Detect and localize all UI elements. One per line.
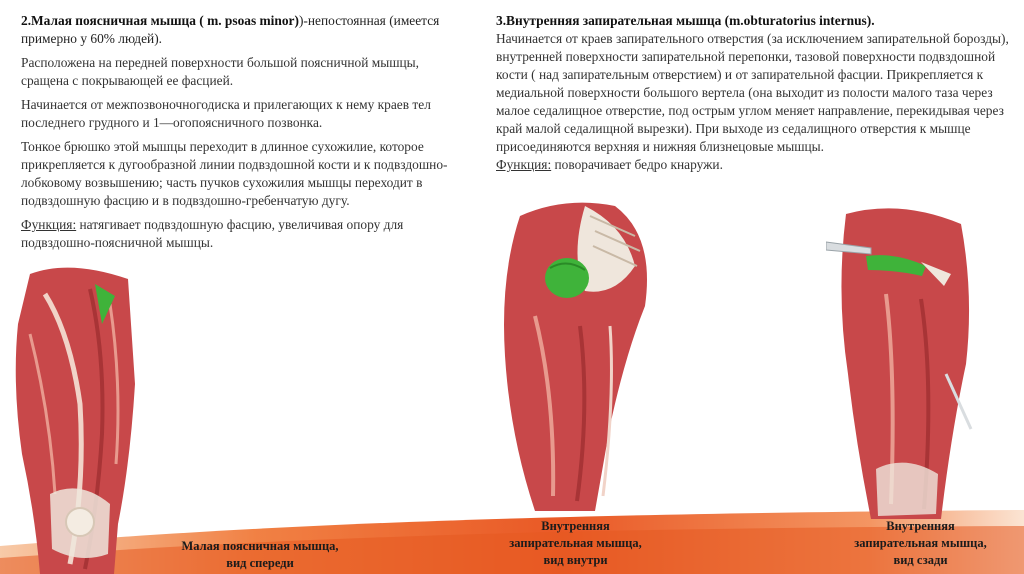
left-title-rest: )-непостоянная (имеется примерно у 60% людей).	[21, 13, 440, 46]
right-function-label: Функция:	[496, 157, 552, 172]
caption-anterior-view	[150, 538, 370, 572]
right-text-column	[496, 12, 1011, 174]
caption-internal-view	[478, 518, 673, 569]
left-paragraph-3: Тонкое брюшко этой мышцы переходит в длинное сухожилие, которое прикрепляется к дугообразной линии подвздошной кости и к подвздошно-лобковому возвышению; часть пучков сухожилия мышцы переходит в подвздошную фасцию и в подвздошно-гребенчатую дугу.	[21, 139, 448, 208]
left-function-label: Функция:	[21, 217, 77, 232]
right-function-text: поворачивает бедро кнаружи.	[551, 157, 723, 172]
left-title: 2.Малая поясничная мышца ( m. psoas minor))-непостоянная (имеется примерно у 60% людей).	[21, 13, 440, 46]
caption-2-line-2: запирательная мышца,	[509, 536, 642, 550]
right-title	[496, 12, 1011, 30]
caption-1-line-1: Малая поясничная мышца,	[181, 539, 339, 553]
right-body: Начинается от краев запирательного отверстия (за исключением запирательной борозды), внутренней поверхности запирательной перепонки, тазовой поверхности подвздошной кости ( над запирательным отверстием) и от запирательной фасции. Прикрепляется к медиальной поверхности большого вертела (она выходит из полости малого таза через малое седалищное отверстие, под острым углом меняет направление, перекидывая через край малой седалищной вырезки). При выходе из седалищного отверстия к мышце присоединяются верхняя и нижняя близнецовые мышцы.	[496, 31, 1009, 154]
caption-3-line-3: вид сзади	[893, 553, 948, 567]
caption-1-line-2: вид спереди	[226, 556, 294, 570]
left-function	[21, 216, 466, 252]
caption-3-line-2: запирательная мышца,	[854, 536, 987, 550]
left-text-column	[21, 12, 466, 252]
internal-view-illustration	[495, 196, 665, 518]
caption-3-line-1: Внутренняя	[886, 519, 955, 533]
left-paragraph-2: Начинается от межпозвоночногодиска и прилегающих к нему краев тел последнего грудного и 1—огопоясничного позвонка.	[21, 97, 431, 130]
left-paragraph-1: Расположена на передней поверхности большой поясничной мышцы, сращена с покрывающей ее фасцией.	[21, 55, 420, 88]
right-function	[496, 156, 1011, 174]
posterior-view-illustration	[826, 204, 976, 522]
caption-2-line-3: вид внутри	[543, 553, 608, 567]
caption-posterior-view	[823, 518, 1018, 569]
caption-2-line-1: Внутренняя	[541, 519, 610, 533]
right-title-bold: 3.Внутренняя запирательная мышца (m.obturatorius internus).	[496, 13, 875, 28]
anterior-thigh-illustration	[10, 264, 140, 574]
left-function-text: натягивает подвздошную фасцию, увеличивая опору для подвздошно-поясничной мышцы.	[21, 217, 404, 250]
left-title-bold: 2.Малая поясничная мышца ( m. psoas minor	[21, 13, 295, 28]
